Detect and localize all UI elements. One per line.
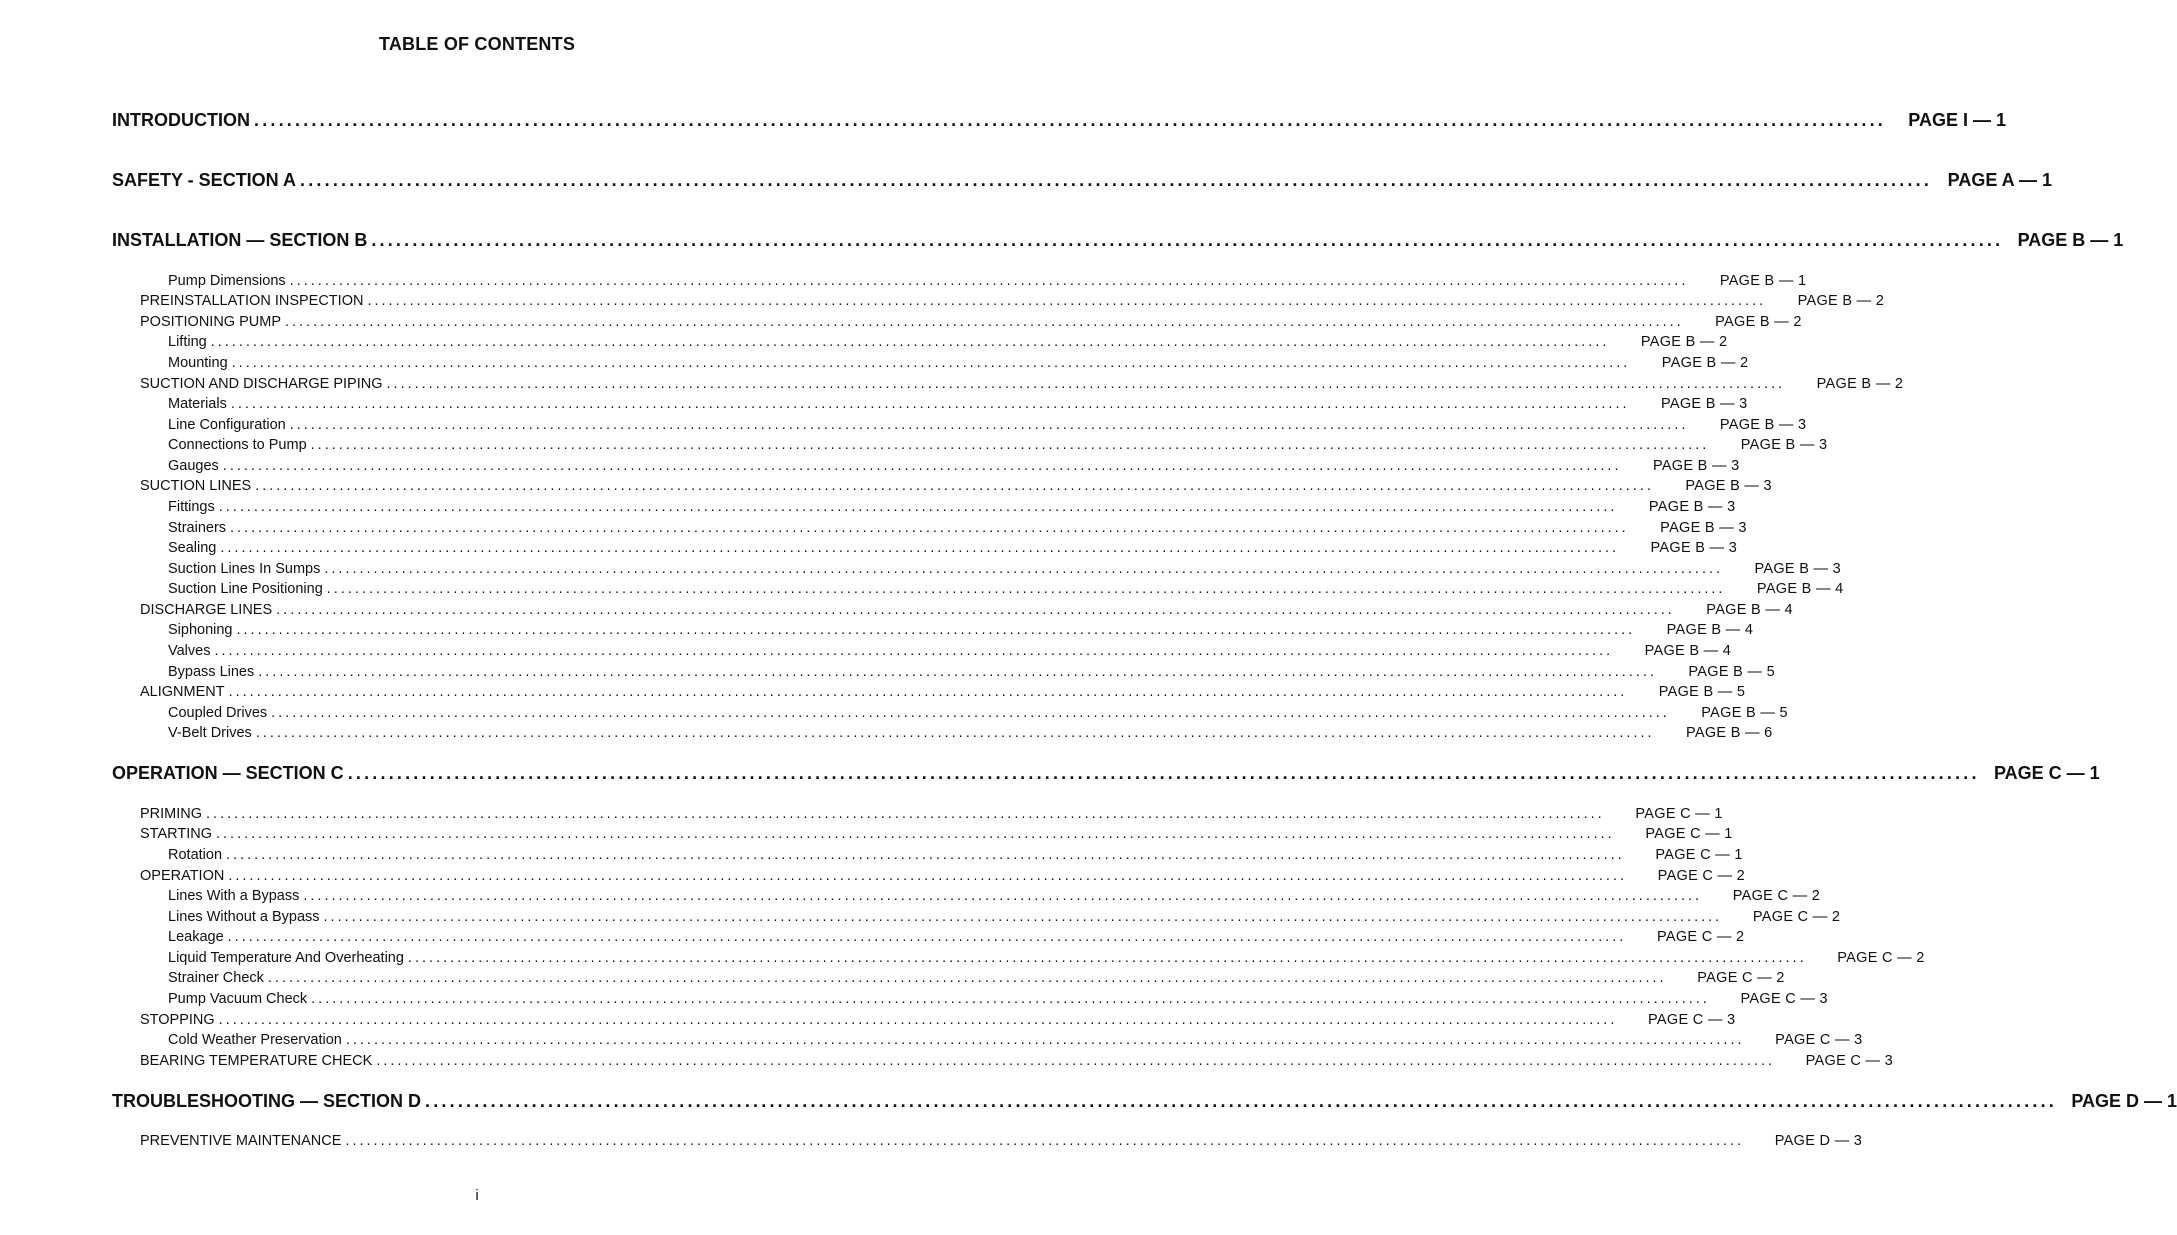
dot-leader: ....................................................................................................................................................................................................... <box>345 1133 1745 1149</box>
dot-leader: ....................................................................................................................................................................................................... <box>376 1053 1775 1069</box>
dot-leader: ....................................................................................................................................................................................................... <box>300 170 1933 190</box>
toc-entry-page: PAGE B — 2 <box>1661 355 1749 371</box>
dot-leader: ....................................................................................................................................................................................................... <box>289 273 1689 289</box>
toc-entry-label: Mounting <box>168 355 228 371</box>
dot-leader: ....................................................................................................................................................................................................... <box>228 684 1628 700</box>
dot-leader: ....................................................................................................................................................................................................... <box>227 929 1627 945</box>
dot-leader: ....................................................................................................................................................................................................... <box>276 602 1675 618</box>
toc-entry-label: Lifting <box>168 334 207 350</box>
toc-entry-label: DISCHARGE LINES <box>140 602 273 618</box>
toc-entry-page: PAGE B — 4 <box>1756 581 1844 597</box>
dot-leader: ....................................................................................................................................................................................................... <box>289 417 1689 433</box>
toc-entry[interactable] <box>168 355 1749 371</box>
toc-entry-page: PAGE B — 3 <box>1648 499 1736 515</box>
toc-entry-page: PAGE C — 3 <box>1648 1012 1736 1028</box>
dot-leader: ....................................................................................................................................................................................................... <box>228 868 1628 884</box>
toc-entry-label: PREVENTIVE MAINTENANCE <box>140 1133 342 1149</box>
toc-section-entry[interactable] <box>112 110 2006 131</box>
toc-entry-page: PAGE B — 6 <box>1685 725 1773 741</box>
toc-entry-label: Strainers <box>168 520 227 536</box>
toc-entry-page: PAGE C — 2 <box>1656 929 1745 945</box>
dot-leader: ....................................................................................................................................................................................................... <box>220 540 1620 556</box>
toc-entry-label: SUCTION LINES <box>140 478 252 494</box>
dot-leader: ....................................................................................................................................................................................................... <box>371 230 2004 250</box>
toc-entry[interactable] <box>140 684 1746 700</box>
toc-entry[interactable] <box>168 950 1925 966</box>
dot-leader: ....................................................................................................................................................................................................... <box>323 909 1723 925</box>
dot-leader: ....................................................................................................................................................................................................... <box>230 396 1630 412</box>
toc-entry-label: OPERATION <box>140 868 225 884</box>
toc-section-entry[interactable] <box>112 1091 2177 1112</box>
toc-entry-label: Connections to Pump <box>168 437 307 453</box>
toc-entry[interactable] <box>168 725 1773 741</box>
toc-entry[interactable] <box>168 520 1747 536</box>
toc-entry-page: PAGE C — 1 <box>1993 763 2100 783</box>
toc-entry-page: PAGE A — 1 <box>1947 170 2053 190</box>
dot-leader: ....................................................................................................................................................................................................... <box>367 293 1767 309</box>
toc-entry-label: Fittings <box>168 499 215 515</box>
toc-entry-label: BEARING TEMPERATURE CHECK <box>140 1053 373 1069</box>
toc-entry-page: PAGE C — 2 <box>1732 888 1821 904</box>
toc-entry[interactable] <box>168 909 1841 925</box>
toc-entry[interactable] <box>168 334 1728 350</box>
dot-leader: ....................................................................................................................................................................................................... <box>258 664 1657 680</box>
toc-entry[interactable] <box>168 970 1785 986</box>
dot-leader: ....................................................................................................................................................................................................... <box>311 991 1710 1007</box>
dot-leader: ....................................................................................................................................................................................................... <box>347 763 1980 783</box>
dot-leader: ....................................................................................................................................................................................................... <box>226 847 1625 863</box>
toc-entry[interactable] <box>140 293 1885 309</box>
toc-entry[interactable] <box>140 1053 1893 1069</box>
toc-entry-label: STARTING <box>140 826 212 842</box>
toc-entry-label: SAFETY - SECTION A <box>112 170 297 190</box>
toc-entry[interactable] <box>140 806 1723 822</box>
toc-entry[interactable] <box>168 991 1828 1007</box>
toc-entry-page: PAGE B — 1 <box>1719 273 1807 289</box>
toc-entry-page: PAGE B — 2 <box>1797 293 1885 309</box>
dot-leader: ....................................................................................................................................................................................................... <box>254 110 1886 130</box>
toc-entry-page: PAGE B — 3 <box>1652 458 1740 474</box>
toc-entry[interactable] <box>168 888 1821 904</box>
toc-entry[interactable] <box>140 868 1746 884</box>
toc-entry[interactable] <box>140 478 1772 494</box>
dot-leader: ....................................................................................................................................................................................................... <box>407 950 1807 966</box>
page-title: TABLE OF CONTENTS <box>378 34 576 54</box>
toc-entry-page: PAGE C — 3 <box>1775 1032 1863 1048</box>
toc-entry-page: PAGE B — 4 <box>1644 643 1732 659</box>
dot-leader: ....................................................................................................................................................................................................... <box>236 622 1636 638</box>
toc-entry-page: PAGE B — 3 <box>1685 478 1772 494</box>
toc-entry-label: INSTALLATION — SECTION B <box>112 230 368 250</box>
toc-entry-page: PAGE D — 3 <box>1774 1133 1863 1149</box>
toc-entry-page: PAGE C — 1 <box>1655 847 1743 863</box>
toc-entry[interactable] <box>168 929 1745 945</box>
toc-entry-label: Pump Vacuum Check <box>168 991 308 1007</box>
toc-entry-page: PAGE B — 4 <box>1706 602 1793 618</box>
toc-entry-page: PAGE B — 4 <box>1666 622 1754 638</box>
dot-leader: ....................................................................................................................................................................................................... <box>285 314 1684 330</box>
toc-entry[interactable] <box>168 705 1788 721</box>
toc-entry-label: INTRODUCTION <box>112 110 250 130</box>
toc-entry-page: PAGE D — 1 <box>2071 1091 2177 1111</box>
toc-entry-label: TROUBLESHOOTING — SECTION D <box>112 1091 422 1111</box>
toc-entry-label: PRIMING <box>140 806 203 822</box>
toc-entry-page: PAGE C — 2 <box>1837 950 1925 966</box>
toc-entry-page: PAGE C — 2 <box>1752 909 1841 925</box>
dot-leader: ....................................................................................................................................................................................................... <box>386 376 1786 392</box>
toc-entry-label: Line Configuration <box>168 417 286 433</box>
toc-entry-page: PAGE C — 3 <box>1805 1053 1893 1069</box>
toc-entry[interactable] <box>168 561 1842 577</box>
dot-leader: ....................................................................................................................................................................................................... <box>210 334 1610 350</box>
toc-entry-page: PAGE B — 1 <box>2017 230 2124 250</box>
toc-entry-label: Leakage <box>168 929 224 945</box>
toc-entry[interactable] <box>140 1133 1863 1149</box>
toc-entry-label: Liquid Temperature And Overheating <box>168 950 404 966</box>
toc-entry-page: PAGE B — 3 <box>1660 396 1748 412</box>
toc-entry-label: Bypass Lines <box>168 664 255 680</box>
toc-entry-label: Suction Line Positioning <box>168 581 323 597</box>
toc-entry[interactable] <box>168 499 1736 515</box>
toc-entry-label: Rotation <box>168 847 223 863</box>
dot-leader: ....................................................................................................................................................................................................... <box>231 355 1631 371</box>
toc-section-entry[interactable] <box>112 230 2124 251</box>
dot-leader: ....................................................................................................................................................................................................... <box>255 478 1654 494</box>
toc-entry-label: Materials <box>168 396 227 412</box>
toc-entry-page: PAGE B — 2 <box>1640 334 1728 350</box>
toc-entry-label: ALIGNMENT <box>140 684 225 700</box>
toc-entry-label: OPERATION — SECTION C <box>112 763 344 783</box>
dot-leader: ....................................................................................................................................................................................................... <box>326 581 1726 597</box>
toc-entry-label: PREINSTALLATION INSPECTION <box>140 293 364 309</box>
toc-entry[interactable] <box>168 417 1807 433</box>
toc-entry-page: PAGE C — 2 <box>1657 868 1746 884</box>
toc-entry-page: PAGE B — 5 <box>1688 664 1775 680</box>
toc-entry-label: Valves <box>168 643 211 659</box>
toc-entry[interactable] <box>140 314 1802 330</box>
toc-entry[interactable] <box>168 273 1807 289</box>
toc-entry-page: PAGE C — 3 <box>1740 991 1828 1007</box>
toc-entry[interactable] <box>168 437 1828 453</box>
toc-entry[interactable] <box>168 396 1748 412</box>
toc-entry-label: Sealing <box>168 540 217 556</box>
dot-leader: ....................................................................................................................................................................................................... <box>267 970 1667 986</box>
toc-entry-page: PAGE B — 2 <box>1715 314 1802 330</box>
toc-entry-label: V-Belt Drives <box>168 725 252 741</box>
toc-entry-page: PAGE B — 3 <box>1660 520 1747 536</box>
toc-section-entry[interactable] <box>112 170 2053 191</box>
dot-leader: ....................................................................................................................................................................................................... <box>425 1091 2058 1111</box>
dot-leader: ....................................................................................................................................................................................................... <box>310 437 1710 453</box>
toc-entry[interactable] <box>140 826 1733 842</box>
dot-leader: ....................................................................................................................................................................................................... <box>206 806 1605 822</box>
toc-entry-label: Coupled Drives <box>168 705 268 721</box>
toc-entry-page: PAGE B — 3 <box>1754 561 1842 577</box>
toc-entry[interactable] <box>168 643 1732 659</box>
dot-leader: ....................................................................................................................................................................................................... <box>215 826 1615 842</box>
toc-entry-page: PAGE C — 1 <box>1645 826 1733 842</box>
toc-entry-label: Siphoning <box>168 622 233 638</box>
toc-entry[interactable] <box>140 602 1793 618</box>
dot-leader: ....................................................................................................................................................................................................... <box>324 561 1724 577</box>
toc-entry-page: PAGE I — 1 <box>1908 110 2006 130</box>
dot-leader: ....................................................................................................................................................................................................... <box>303 888 1703 904</box>
dot-leader: ....................................................................................................................................................................................................... <box>222 458 1622 474</box>
toc-entry-label: Gauges <box>168 458 219 474</box>
toc-entry-label: STOPPING <box>140 1012 215 1028</box>
toc-entry-label: SUCTION AND DISCHARGE PIPING <box>140 376 383 392</box>
dot-leader: ....................................................................................................................................................................................................... <box>255 725 1655 741</box>
dot-leader: ....................................................................................................................................................................................................... <box>218 499 1618 515</box>
toc-entry-label: Pump Dimensions <box>168 273 286 289</box>
dot-leader: ....................................................................................................................................................................................................... <box>345 1032 1745 1048</box>
toc-section-entry[interactable] <box>112 763 2100 784</box>
toc-entry[interactable] <box>168 622 1754 638</box>
toc-entry-page: PAGE B — 5 <box>1658 684 1746 700</box>
toc-entry-label: Lines Without a Bypass <box>168 909 320 925</box>
dot-leader: ....................................................................................................................................................................................................... <box>230 520 1629 536</box>
toc-entry-page: PAGE B — 3 <box>1740 437 1828 453</box>
dot-leader: ....................................................................................................................................................................................................... <box>214 643 1614 659</box>
toc-entry-page: PAGE C — 2 <box>1697 970 1785 986</box>
page-number: i <box>475 1187 479 1204</box>
toc-entry-label: POSITIONING PUMP <box>140 314 281 330</box>
toc-entry[interactable] <box>168 458 1740 474</box>
toc-entry-label: Strainer Check <box>168 970 264 986</box>
toc-entry-page: PAGE B — 2 <box>1816 376 1904 392</box>
toc-entry-label: Lines With a Bypass <box>168 888 300 904</box>
toc-entry[interactable] <box>140 376 1904 392</box>
toc-entry-page: PAGE B — 5 <box>1701 705 1788 721</box>
dot-leader: ....................................................................................................................................................................................................... <box>271 705 1670 721</box>
toc-entry[interactable] <box>168 1032 1863 1048</box>
toc-entry[interactable] <box>168 581 1844 597</box>
toc-entry-page: PAGE B — 3 <box>1719 417 1807 433</box>
toc-entry[interactable] <box>168 664 1775 680</box>
toc-entry[interactable] <box>168 540 1738 556</box>
toc-entry[interactable] <box>168 847 1743 863</box>
toc-entry-label: Suction Lines In Sumps <box>168 561 321 577</box>
toc-entry-page: PAGE C — 1 <box>1635 806 1723 822</box>
toc-entry[interactable] <box>140 1012 1736 1028</box>
toc-entry-label: Cold Weather Preservation <box>168 1032 342 1048</box>
dot-leader: ....................................................................................................................................................................................................... <box>218 1012 1618 1028</box>
toc-entry-page: PAGE B — 3 <box>1650 540 1738 556</box>
